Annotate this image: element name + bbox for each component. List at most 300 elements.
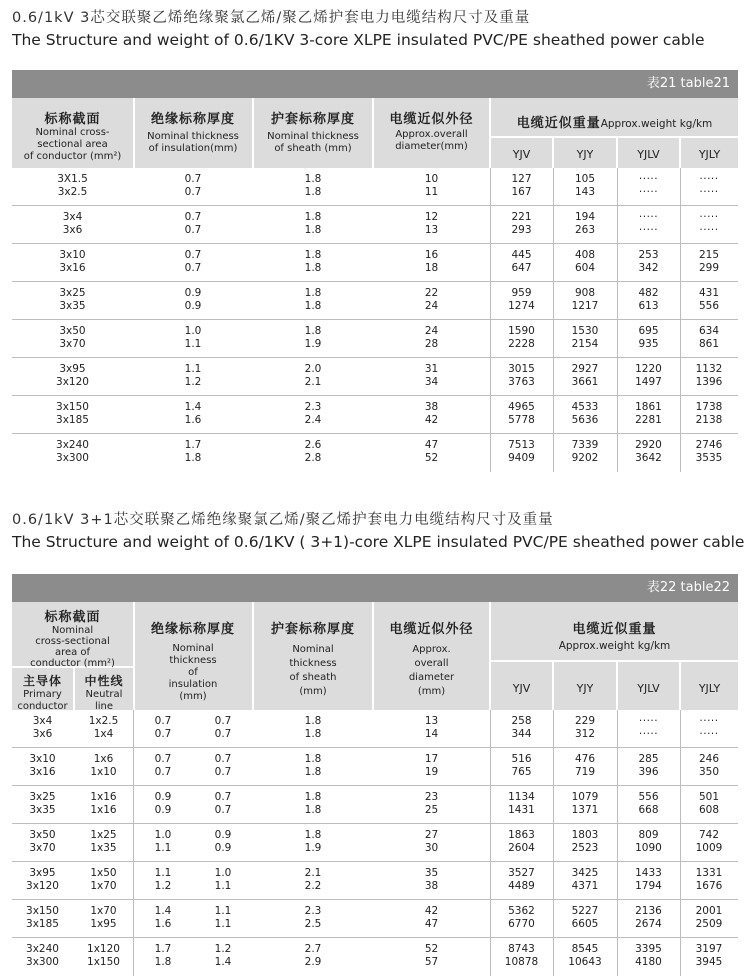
cell-value: ·····: [699, 728, 719, 740]
column-divider: [680, 710, 681, 976]
cell-yjly: [680, 829, 738, 855]
cell-value: 3395: [635, 943, 662, 955]
cell-yjv: [490, 287, 553, 313]
cell-value: 1.0: [154, 829, 172, 841]
cell-section: [12, 401, 133, 427]
cell-value: 19: [424, 766, 439, 778]
weight-header: 电缆近似重量 Approx.weight kg/km: [558, 622, 671, 652]
cell-value: 0.7: [184, 249, 202, 261]
cell-value: 1.6: [154, 918, 172, 930]
cell-yjv: [490, 211, 553, 237]
cell-value: 1134: [508, 791, 535, 803]
cell-main: [12, 715, 73, 741]
cell-yjly: [680, 753, 738, 779]
cell-value: 2674: [635, 918, 662, 930]
cell-value: 1803: [571, 829, 599, 841]
table22-title-en: The Structure and weight of 0.6/1KV ( 3+1)-core XLPE insulated PVC/PE sheathed power cable: [12, 533, 745, 551]
cell-yjly: [680, 401, 738, 427]
cell-value: 1x150: [87, 956, 120, 968]
cell-value: 3x16: [29, 766, 56, 778]
row-divider: [12, 319, 738, 320]
cell-main: [12, 905, 73, 931]
cell-value: 42: [424, 905, 439, 917]
cell-sheath: [253, 325, 373, 351]
cell-value: 2.8: [304, 452, 322, 464]
cell-value: 1x35: [90, 842, 117, 854]
cell-yjly: [680, 173, 738, 199]
cell-value: 0.9: [184, 287, 202, 299]
cell-yjlv: [617, 829, 680, 855]
cell-main: [12, 943, 73, 969]
row-divider: [12, 357, 738, 358]
cell-neutral: [73, 867, 134, 893]
cell-value: 3197: [695, 943, 723, 955]
cell-value: 1.1: [214, 905, 232, 917]
cell-value: 1.0: [214, 867, 232, 879]
cell-value: 1396: [695, 376, 723, 388]
cell-value: 12: [424, 211, 439, 223]
cell-value: 0.7: [214, 728, 232, 740]
cell-dia: [373, 905, 490, 931]
cell-value: 2228: [508, 338, 535, 350]
cell-value: 1x16: [90, 791, 117, 803]
cell-yjv: [490, 753, 553, 779]
cell-value: 285: [638, 753, 659, 765]
cell-value: 1x25: [90, 829, 117, 841]
cell-neutral: [73, 791, 134, 817]
table22-tag: 表22 table22: [12, 574, 738, 602]
cell-value: 9202: [571, 452, 599, 464]
cell-value: 604: [574, 262, 596, 274]
cell-value: 1.4: [184, 401, 202, 413]
cell-value: 143: [574, 186, 596, 198]
cell-main: [12, 867, 73, 893]
cell-value: 10878: [504, 956, 539, 968]
cell-ins1: [133, 943, 193, 969]
cell-ins: [133, 363, 253, 389]
cell-neutral: [73, 943, 134, 969]
cell-value: 3x10: [59, 249, 86, 261]
cell-value: 1530: [571, 325, 599, 337]
cell-value: 1.0: [184, 325, 202, 337]
cell-value: 396: [638, 766, 659, 778]
cell-ins1: [133, 715, 193, 741]
table21-tag: 表21 table21: [12, 70, 738, 98]
cell-value: 2.4: [304, 414, 322, 426]
diameter-header: 电缆近似外径 Approx. overall diameter (mm): [389, 622, 474, 697]
cell-value: 3x150: [56, 401, 89, 413]
cell-sheath: [253, 401, 373, 427]
yjy-header: YJY: [576, 682, 594, 695]
cell-value: 3X1.5: [57, 173, 88, 185]
cell-value: 0.7: [214, 766, 232, 778]
cell-yjv: [490, 867, 553, 893]
cell-value: 8545: [571, 943, 599, 955]
cell-value: 3x16: [59, 262, 86, 274]
cell-value: 765: [511, 766, 532, 778]
column-divider: [617, 168, 618, 472]
row-divider: [12, 281, 738, 282]
cell-section: [12, 287, 133, 313]
cell-value: 1.8: [304, 728, 322, 740]
cell-value: 3x240: [56, 439, 89, 451]
cell-dia: [373, 363, 490, 389]
cell-value: 668: [638, 804, 659, 816]
cell-value: 3x300: [26, 956, 59, 968]
column-divider: [680, 168, 681, 472]
cell-sheath: [253, 439, 373, 465]
cell-value: 408: [574, 249, 596, 261]
cell-value: 1.8: [304, 287, 322, 299]
cell-value: 127: [511, 173, 532, 185]
cell-ins2: [193, 715, 253, 741]
cell-yjy: [553, 439, 617, 465]
cell-yjy: [553, 211, 617, 237]
cell-dia: [373, 715, 490, 741]
cell-value: 3x70: [59, 338, 86, 350]
cell-value: 1.8: [304, 829, 322, 841]
cell-value: 2154: [571, 338, 599, 350]
cell-sheath: [253, 249, 373, 275]
cell-section: [12, 211, 133, 237]
cell-value: 3x50: [59, 325, 86, 337]
cell-ins1: [133, 791, 193, 817]
cell-yjy: [553, 753, 617, 779]
cell-value: 105: [574, 173, 596, 185]
neutral-line-header: 中性线 Neutral line: [84, 674, 124, 712]
cell-value: 1x70: [90, 905, 117, 917]
cell-yjv: [490, 401, 553, 427]
cell-value: 52: [424, 452, 439, 464]
cell-value: 1.2: [154, 880, 172, 892]
cell-value: 194: [574, 211, 596, 223]
cell-value: 1.7: [184, 439, 202, 451]
cell-value: 2920: [635, 439, 662, 451]
cell-value: 7513: [508, 439, 535, 451]
cell-yjlv: [617, 867, 680, 893]
cell-value: 647: [511, 262, 532, 274]
cell-value: 1.6: [184, 414, 202, 426]
cell-value: 263: [574, 224, 596, 236]
cell-section: [12, 363, 133, 389]
column-divider: [490, 168, 491, 472]
cell-value: 1738: [695, 401, 723, 413]
cell-value: 1.8: [304, 753, 322, 765]
cell-value: 2523: [571, 842, 599, 854]
cell-yjy: [553, 829, 617, 855]
cell-yjlv: [617, 791, 680, 817]
cell-value: 38: [424, 880, 439, 892]
cell-value: 47: [424, 439, 439, 451]
cell-value: 613: [638, 300, 659, 312]
cell-value: 3x4: [62, 211, 83, 223]
cell-value: 31: [424, 363, 439, 375]
cell-value: 1431: [508, 804, 535, 816]
cell-value: 8743: [508, 943, 535, 955]
cell-value: ·····: [699, 186, 719, 198]
cell-ins: [133, 211, 253, 237]
cell-value: 4371: [571, 880, 599, 892]
cell-value: 695: [638, 325, 659, 337]
cell-value: 167: [511, 186, 532, 198]
cell-yjly: [680, 943, 738, 969]
row-divider: [12, 785, 738, 786]
cell-value: 1.2: [184, 376, 202, 388]
weight-header: 电缆近似重量Approx.weight kg/km: [516, 116, 713, 131]
cell-value: 1009: [695, 842, 723, 854]
cell-value: 52: [424, 943, 439, 955]
cell-value: 0.9: [214, 829, 232, 841]
cell-value: 38: [424, 401, 439, 413]
cell-value: 7339: [571, 439, 599, 451]
cell-value: 1.8: [184, 452, 202, 464]
section-header: 标称截面 Nominal cross-sectional area of conductor (mm²): [30, 610, 115, 669]
cell-sheath: [253, 211, 373, 237]
table22-header: [12, 602, 738, 710]
cell-value: 2.6: [304, 439, 322, 451]
insulation-header: 绝缘标称厚度 Nominal thickness of insulation(mm): [147, 112, 239, 154]
cell-value: 25: [424, 804, 439, 816]
cell-value: 1x16: [90, 804, 117, 816]
cell-value: 1x6: [93, 753, 114, 765]
cell-yjv: [490, 715, 553, 741]
row-divider: [12, 243, 738, 244]
cell-neutral: [73, 753, 134, 779]
cell-dia: [373, 753, 490, 779]
cell-value: 1.4: [214, 956, 232, 968]
cell-sheath: [253, 173, 373, 199]
cell-dia: [373, 325, 490, 351]
table22-title-cn: 0.6/1kV 3+1芯交联聚乙烯绝缘聚氯乙烯/聚乙烯护套电力电缆结构尺寸及重量: [12, 512, 554, 528]
yjy-header: YJY: [576, 148, 594, 161]
cell-value: 4489: [508, 880, 535, 892]
cell-yjlv: [617, 715, 680, 741]
cell-yjlv: [617, 173, 680, 199]
cell-value: 24: [424, 300, 439, 312]
table21-header: [12, 98, 738, 168]
cell-value: 3x150: [26, 905, 59, 917]
row-divider: [12, 205, 738, 206]
cell-yjlv: [617, 439, 680, 465]
cell-value: 1x10: [90, 766, 117, 778]
cell-value: 1x2.5: [88, 715, 119, 727]
cell-value: 1079: [571, 791, 599, 803]
cell-value: 0.7: [154, 715, 172, 727]
cell-value: 2138: [695, 414, 723, 426]
cell-value: 3535: [695, 452, 723, 464]
cell-value: 6605: [571, 918, 599, 930]
cell-value: 3x120: [56, 376, 89, 388]
cell-ins: [133, 401, 253, 427]
cell-yjly: [680, 363, 738, 389]
cell-value: 1.1: [184, 363, 202, 375]
cell-value: 2.3: [304, 905, 322, 917]
cell-value: 1.8: [304, 224, 322, 236]
cell-yjly: [680, 287, 738, 313]
cell-value: 1863: [508, 829, 535, 841]
cell-value: 476: [574, 753, 596, 765]
cell-sheath: [253, 905, 373, 931]
column-divider: [133, 710, 134, 976]
cell-ins2: [193, 905, 253, 931]
cell-value: 3425: [571, 867, 599, 879]
cell-section: [12, 325, 133, 351]
cell-dia: [373, 173, 490, 199]
cell-value: 3015: [508, 363, 535, 375]
cell-value: 1.9: [304, 842, 322, 854]
cell-dia: [373, 943, 490, 969]
cell-value: 3x95: [59, 363, 86, 375]
cell-value: 2.1: [304, 376, 322, 388]
cell-value: 2509: [695, 918, 723, 930]
cell-yjlv: [617, 249, 680, 275]
cell-value: 1371: [571, 804, 599, 816]
cell-value: 215: [698, 249, 720, 261]
cell-value: 11: [424, 186, 439, 198]
column-divider: [553, 168, 554, 472]
cell-value: 0.7: [214, 715, 232, 727]
cell-value: 28: [424, 338, 439, 350]
cell-yjlv: [617, 287, 680, 313]
cell-ins2: [193, 829, 253, 855]
cell-value: 608: [698, 804, 720, 816]
cell-dia: [373, 791, 490, 817]
section-header: 标称截面 Nominal cross- sectional area of conductor (mm²): [23, 112, 122, 162]
cell-value: 3x2.5: [57, 186, 88, 198]
cell-value: 312: [574, 728, 596, 740]
cell-main: [12, 791, 73, 817]
cell-section: [12, 439, 133, 465]
cell-value: 4965: [508, 401, 535, 413]
cell-value: 3763: [508, 376, 535, 388]
cell-value: 9409: [508, 452, 535, 464]
cell-yjlv: [617, 943, 680, 969]
cell-value: 1220: [635, 363, 662, 375]
cell-value: 2.1: [304, 867, 322, 879]
cell-value: 35: [424, 867, 439, 879]
cell-neutral: [73, 905, 134, 931]
cell-value: 0.7: [154, 753, 172, 765]
cell-value: 1.1: [184, 338, 202, 350]
cell-value: 3x70: [29, 842, 56, 854]
cell-value: 1.8: [304, 791, 322, 803]
cell-value: 1794: [635, 880, 662, 892]
cell-yjy: [553, 905, 617, 931]
cell-value: 1.8: [304, 715, 322, 727]
cell-value: 2136: [635, 905, 662, 917]
cell-dia: [373, 439, 490, 465]
cell-value: 22: [424, 287, 439, 299]
cell-yjly: [680, 249, 738, 275]
cell-value: 809: [638, 829, 659, 841]
cell-yjlv: [617, 905, 680, 931]
cell-value: 4180: [635, 956, 662, 968]
cell-value: 5636: [571, 414, 599, 426]
cell-value: 1.8: [304, 766, 322, 778]
cell-value: 3x4: [32, 715, 53, 727]
cell-dia: [373, 401, 490, 427]
cell-value: 253: [638, 249, 659, 261]
cell-value: 6770: [508, 918, 535, 930]
cell-section: [12, 249, 133, 275]
cell-value: 3x10: [29, 753, 56, 765]
cell-value: 2.2: [304, 880, 322, 892]
cell-sheath: [253, 753, 373, 779]
cell-value: 30: [424, 842, 439, 854]
cell-value: 221: [511, 211, 532, 223]
cell-yjy: [553, 363, 617, 389]
cell-value: 1x4: [93, 728, 114, 740]
cell-ins1: [133, 829, 193, 855]
cell-value: 959: [511, 287, 532, 299]
cell-value: 342: [638, 262, 659, 274]
cell-value: 935: [638, 338, 659, 350]
row-divider: [12, 395, 738, 396]
cell-ins: [133, 439, 253, 465]
main-conductor-header: 主导体 Primary conductor: [17, 674, 68, 712]
cell-value: 16: [424, 249, 439, 261]
cell-value: 3x185: [26, 918, 59, 930]
cell-value: 5362: [508, 905, 535, 917]
cell-yjy: [553, 943, 617, 969]
cell-value: 3x300: [56, 452, 89, 464]
row-divider: [12, 861, 738, 862]
cell-yjy: [553, 325, 617, 351]
cell-ins1: [133, 753, 193, 779]
cell-yjv: [490, 249, 553, 275]
cell-yjly: [680, 211, 738, 237]
cell-value: 299: [698, 262, 720, 274]
cell-section: [12, 173, 133, 199]
yjly-header: YJLY: [698, 682, 721, 695]
cell-value: 2927: [571, 363, 599, 375]
cell-value: 3x185: [56, 414, 89, 426]
cell-value: 1090: [635, 842, 662, 854]
cell-value: 742: [698, 829, 720, 841]
cell-dia: [373, 287, 490, 313]
cell-value: 1.7: [154, 943, 172, 955]
cell-value: 516: [511, 753, 532, 765]
cell-value: 344: [511, 728, 532, 740]
cell-sheath: [253, 867, 373, 893]
cell-value: 1590: [508, 325, 535, 337]
cell-value: 229: [574, 715, 596, 727]
cell-value: 1.8: [304, 211, 322, 223]
cell-sheath: [253, 715, 373, 741]
cell-value: 1676: [695, 880, 723, 892]
sheath-header: 护套标称厚度 Nominal thickness of sheath (mm): [267, 112, 359, 154]
row-divider: [12, 823, 738, 824]
cell-yjy: [553, 249, 617, 275]
cell-yjlv: [617, 211, 680, 237]
cell-yjly: [680, 867, 738, 893]
row-divider: [12, 747, 738, 748]
cell-value: 13: [424, 715, 439, 727]
cell-yjly: [680, 439, 738, 465]
cell-value: 445: [511, 249, 532, 261]
cell-value: 0.9: [184, 300, 202, 312]
cell-value: 1.8: [304, 804, 322, 816]
cell-yjly: [680, 325, 738, 351]
cell-ins1: [133, 905, 193, 931]
cell-value: 1x70: [90, 880, 117, 892]
cell-value: 5778: [508, 414, 535, 426]
cell-value: 0.7: [154, 766, 172, 778]
cell-yjv: [490, 791, 553, 817]
table21-title-en: The Structure and weight of 0.6/1KV 3-core XLPE insulated PVC/PE sheathed power cable: [12, 31, 705, 49]
cell-value: 1x95: [90, 918, 117, 930]
yjv-header: YJV: [512, 148, 531, 161]
